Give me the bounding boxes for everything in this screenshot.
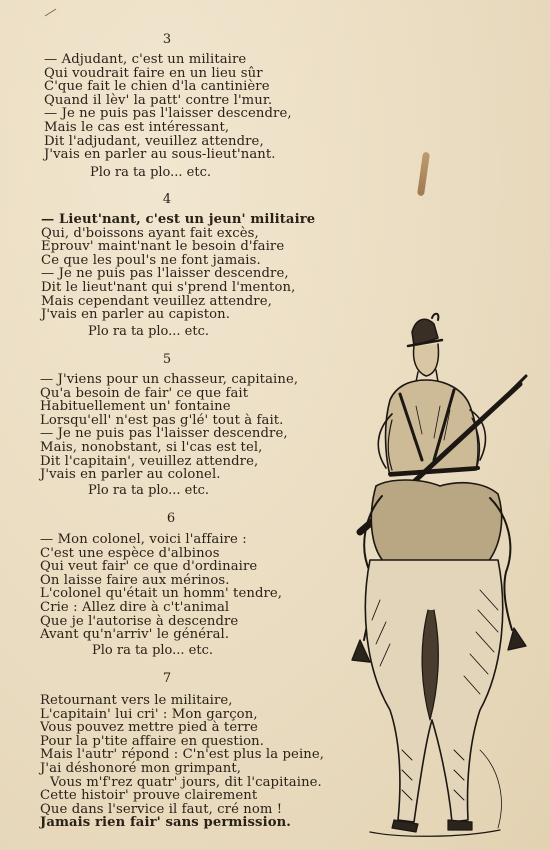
verse-line: Lorsqu'ell' n'est pas g'lé' tout à fait. (40, 412, 284, 428)
verse-line: Habituellement un' fontaine (40, 399, 231, 415)
verse-line: J'vais en parler au colonel. (40, 467, 221, 483)
verse-line: — Mon colonel, voici l'affaire : (40, 532, 247, 547)
stanza-number: 6 (166, 511, 176, 526)
paper-stain (417, 152, 430, 197)
verse-line: Vous pouvez mettre pied à terre (40, 720, 258, 736)
stanza-number: 5 (162, 352, 172, 367)
stanza-3 (44, 53, 364, 162)
verse-line: Dit l'adjudant, veuillez attendre, (44, 133, 264, 149)
verse-line: Avant qu'n'arriv' le général. (40, 627, 230, 643)
verse-line: Que je l'autorise à descendre (40, 613, 239, 629)
verse-line: — Adjudant, c'est un militaire (44, 52, 247, 67)
stanza-5 (40, 373, 360, 482)
verse-line: — J'viens pour un chasseur, capitaine, (40, 372, 299, 387)
verse-line: J'ai déshonoré mon grimpant, (40, 760, 242, 776)
stanza-number: 4 (162, 192, 172, 207)
stanza-7 (40, 694, 360, 830)
verse-line: J'vais en parler au capiston. (41, 307, 231, 323)
verse-line: Que dans l'service il faut, cré nom ! (40, 801, 283, 817)
stanza-number: 7 (162, 671, 172, 686)
refrain: Plo ra ta plo... etc. (92, 643, 214, 658)
verse-line: Dit l'capitain', veuillez attendre, (40, 453, 259, 469)
refrain: Plo ra ta plo... etc. (88, 324, 210, 339)
verse-line: Qui voudrait faire en un lieu sûr (44, 65, 263, 81)
verse-line: C'que fait le chien d'la cantinière (44, 79, 270, 95)
verse-line: J'vais en parler au sous-lieut'nant. (44, 147, 276, 163)
verse-line: Quand il lèv' la patt' contre l'mur. (44, 92, 273, 108)
verse-line: L'colonel qu'était un homm' tendre, (40, 586, 283, 602)
verse-line: Mais cependant veuillez attendre, (41, 293, 272, 309)
verse-line: — Je ne puis pas l'laisser descendre, (44, 106, 292, 122)
verse-line: On laisse faire aux mérinos. (40, 572, 230, 588)
verse-line: Jamais rien fair' sans permission. (40, 815, 291, 831)
soldier-on-horse-illustration (330, 310, 540, 840)
refrain: Plo ra ta plo... etc. (88, 483, 210, 498)
verse-line: Qu'a besoin de fair' ce que fait (40, 385, 249, 401)
verse-line: Vous m'f'rez quatr' jours, dit l'capitaine. (50, 774, 322, 790)
refrain: Plo ra ta plo... etc. (90, 165, 212, 180)
verse-line: — Je ne puis pas l'laisser descendre, (41, 266, 289, 282)
verse-line: Qui veut fair' ce que d'ordinaire (40, 559, 258, 575)
verse-line: Cette histoir' prouve clairement (40, 788, 258, 804)
verse-line: Mais l'autr' répond : C'n'est plus la peine, (40, 747, 325, 763)
stanza-number: 3 (162, 32, 172, 47)
verse-line: Qui, d'boissons ayant fait excès, (41, 225, 259, 241)
stanza-6 (40, 533, 360, 642)
pencil-mark (44, 2, 58, 12)
stanza-4 (41, 213, 361, 322)
verse-line: Mais le cas est intéressant, (44, 119, 230, 135)
verse-line: Mais, nonobstant, si l'cas est tel, (40, 439, 263, 455)
verse-line: Retournant vers le militaire, (40, 693, 233, 708)
verse-line: L'capitain' lui cri' : Mon garçon, (40, 706, 258, 722)
verse-line: C'est une espèce d'albinos (40, 545, 220, 561)
verse-line: Crie : Allez dire à c't'animal (40, 599, 230, 615)
verse-line: — Je ne puis pas l'laisser descendre, (40, 426, 288, 442)
verse-line: Dit le lieut'nant qui s'prend l'menton, (41, 279, 296, 295)
verse-line: Pour la p'tite affaire en question. (40, 733, 265, 749)
verse-line: Ce que les poul's ne font jamais. (41, 252, 261, 268)
verse-line: Eprouv' maint'nant le besoin d'faire (41, 239, 285, 255)
verse-line: — Lieut'nant, c'est un jeun' militaire (41, 212, 316, 227)
